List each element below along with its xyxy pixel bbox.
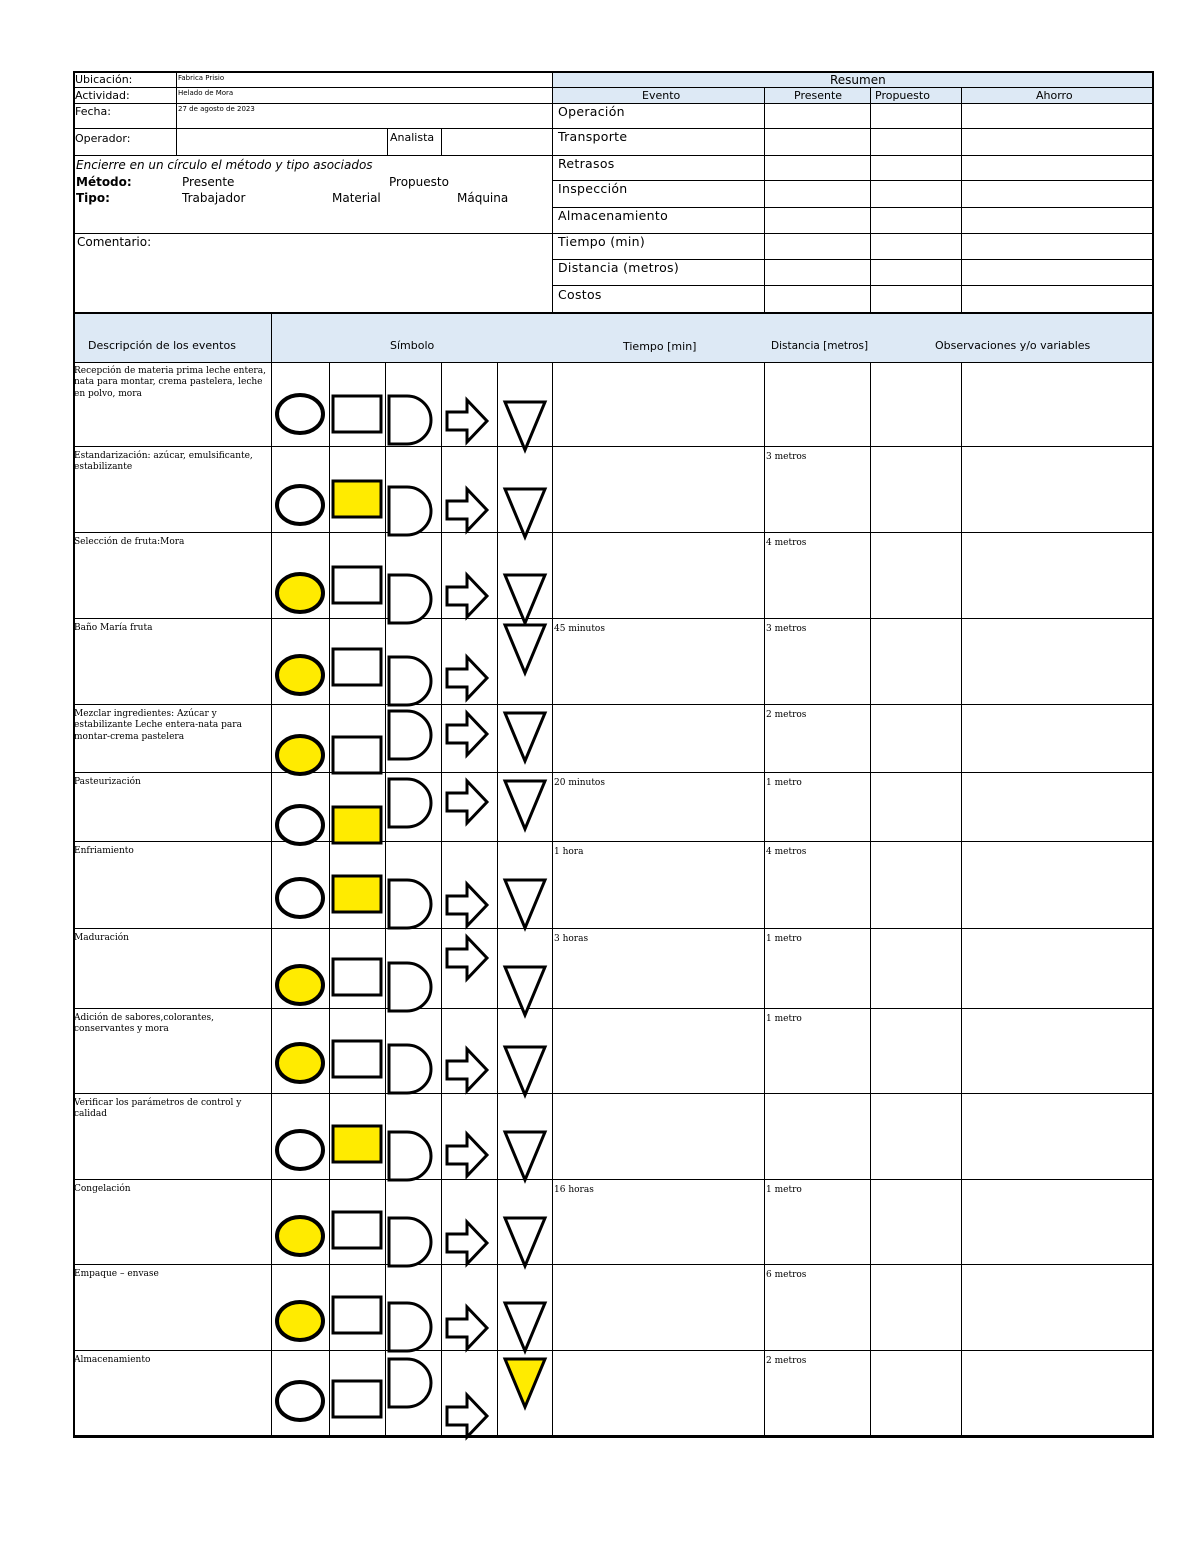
transport-arrow-icon bbox=[443, 1218, 499, 1268]
resumen-col-evento: Evento bbox=[642, 89, 681, 102]
row-description: Congelación bbox=[74, 1184, 131, 1194]
operation-circle-icon bbox=[273, 803, 327, 847]
operation-circle-icon bbox=[273, 392, 327, 436]
row-distancia: 2 metros bbox=[766, 1356, 807, 1366]
delay-d-icon bbox=[385, 775, 441, 831]
storage-triangle-icon bbox=[497, 571, 553, 627]
operation-circle-icon bbox=[273, 876, 327, 920]
metodo-propuesto: Propuesto bbox=[389, 175, 449, 189]
row-distancia: 1 metro bbox=[766, 778, 802, 788]
operation-circle-icon bbox=[273, 1299, 327, 1343]
table-bottom-border bbox=[73, 1436, 1154, 1438]
resumen-row-almacenamiento: Almacenamiento bbox=[558, 208, 669, 223]
inspection-square-icon bbox=[329, 563, 385, 607]
transport-arrow-icon bbox=[443, 1303, 499, 1353]
storage-triangle-icon bbox=[497, 621, 553, 677]
row-tiempo: 20 minutos bbox=[554, 778, 605, 788]
col-descripcion: Descripción de los eventos bbox=[88, 339, 236, 352]
actividad-label: Actividad: bbox=[75, 89, 130, 102]
actividad-value: Helado de Mora bbox=[178, 89, 234, 97]
instruccion-text: Encierre en un círculo el método y tipo asociados bbox=[76, 158, 373, 172]
inspection-square-icon bbox=[329, 1208, 385, 1252]
operation-circle-icon bbox=[273, 733, 327, 777]
inspection-square-icon bbox=[329, 733, 385, 777]
transport-arrow-icon bbox=[443, 777, 499, 827]
operation-circle-icon bbox=[273, 1041, 327, 1085]
delay-d-icon bbox=[385, 1041, 441, 1097]
table-header-fill bbox=[75, 314, 1152, 362]
transport-arrow-icon bbox=[443, 485, 499, 535]
transport-arrow-icon bbox=[443, 933, 499, 983]
row-distancia: 6 metros bbox=[766, 1270, 807, 1280]
operation-circle-icon bbox=[273, 963, 327, 1007]
ubicacion-value: Fabrica Prisio bbox=[178, 74, 225, 82]
tipo-trabajador: Trabajador bbox=[182, 191, 246, 205]
storage-triangle-icon bbox=[497, 1355, 553, 1411]
fecha-value: 27 de agosto de 2023 bbox=[178, 105, 255, 113]
resumen-row-costos: Costos bbox=[558, 287, 602, 302]
delay-d-icon bbox=[385, 1355, 441, 1411]
storage-triangle-icon bbox=[497, 1299, 553, 1355]
row-distancia: 4 metros bbox=[766, 847, 807, 857]
inspection-square-icon bbox=[329, 392, 385, 436]
metodo-presente: Presente bbox=[182, 175, 235, 189]
inspection-square-icon bbox=[329, 1122, 385, 1166]
row-description: Baño María fruta bbox=[74, 623, 153, 633]
delay-d-icon bbox=[385, 959, 441, 1015]
delay-d-icon bbox=[385, 571, 441, 627]
transport-arrow-icon bbox=[443, 1130, 499, 1180]
row-description: Almacenamiento bbox=[74, 1355, 151, 1365]
row-description: Pasteurización bbox=[74, 777, 141, 787]
row-description: Estandarización: azúcar, emulsificante, estabilizante bbox=[74, 451, 253, 473]
row-distancia: 1 metro bbox=[766, 1185, 802, 1195]
row-description: Mezclar ingredientes: Azúcar y estabilizante Leche entera-nata para montar-crema pastelera bbox=[74, 709, 242, 742]
resumen-col-ahorro: Ahorro bbox=[1036, 89, 1073, 102]
storage-triangle-icon bbox=[497, 777, 553, 833]
operation-circle-icon bbox=[273, 653, 327, 697]
col-observaciones: Observaciones y/o variables bbox=[935, 339, 1091, 352]
resumen-col-presente: Presente bbox=[794, 89, 843, 102]
col-simbolo: Símbolo bbox=[390, 339, 435, 352]
row-tiempo: 1 hora bbox=[554, 847, 584, 857]
row-distancia: 3 metros bbox=[766, 452, 807, 462]
row-tiempo: 45 minutos bbox=[554, 624, 605, 634]
row-description: Adición de sabores,colorantes, conservantes y mora bbox=[74, 1013, 214, 1035]
transport-arrow-icon bbox=[443, 709, 499, 759]
inspection-square-icon bbox=[329, 1377, 385, 1421]
row-distancia: 1 metro bbox=[766, 1014, 802, 1024]
delay-d-icon bbox=[385, 1128, 441, 1184]
inspection-square-icon bbox=[329, 955, 385, 999]
operation-circle-icon bbox=[273, 483, 327, 527]
operation-circle-icon bbox=[273, 571, 327, 615]
row-description: Empaque – envase bbox=[74, 1269, 159, 1279]
storage-triangle-icon bbox=[497, 709, 553, 765]
col-distancia: Distancia [metros] bbox=[771, 340, 869, 352]
storage-triangle-icon bbox=[497, 485, 553, 541]
row-tiempo: 16 horas bbox=[554, 1185, 594, 1195]
analista-label: Analista bbox=[390, 131, 435, 144]
resumen-title: Resumen bbox=[830, 73, 886, 87]
inspection-square-icon bbox=[329, 477, 385, 521]
operador-label: Operador: bbox=[75, 132, 131, 145]
transport-arrow-icon bbox=[443, 1045, 499, 1095]
resumen-row-transporte: Transporte bbox=[558, 129, 628, 144]
storage-triangle-icon bbox=[497, 1214, 553, 1270]
row-description: Verificar los parámetros de control y calidad bbox=[74, 1098, 242, 1120]
operation-circle-icon bbox=[273, 1379, 327, 1423]
delay-d-icon bbox=[385, 1299, 441, 1355]
resumen-row-inspeccion: Inspección bbox=[558, 181, 628, 196]
storage-triangle-icon bbox=[497, 876, 553, 932]
storage-triangle-icon bbox=[497, 963, 553, 1019]
comentario-label: Comentario: bbox=[77, 235, 152, 249]
resumen-row-tiempo: Tiempo (min) bbox=[558, 234, 646, 249]
storage-triangle-icon bbox=[497, 398, 553, 454]
inspection-square-icon bbox=[329, 872, 385, 916]
transport-arrow-icon bbox=[443, 1391, 499, 1441]
transport-arrow-icon bbox=[443, 396, 499, 446]
inspection-square-icon bbox=[329, 1293, 385, 1337]
operation-circle-icon bbox=[273, 1128, 327, 1172]
transport-arrow-icon bbox=[443, 880, 499, 930]
delay-d-icon bbox=[385, 707, 441, 763]
inspection-square-icon bbox=[329, 803, 385, 847]
resumen-row-retrasos: Retrasos bbox=[558, 156, 615, 171]
tipo-material: Material bbox=[332, 191, 381, 205]
row-distancia: 2 metros bbox=[766, 710, 807, 720]
fecha-label: Fecha: bbox=[75, 105, 111, 118]
row-description: Enfriamiento bbox=[74, 846, 134, 856]
operation-circle-icon bbox=[273, 1214, 327, 1258]
transport-arrow-icon bbox=[443, 653, 499, 703]
row-distancia: 4 metros bbox=[766, 538, 807, 548]
tipo-maquina: Máquina bbox=[457, 191, 509, 205]
delay-d-icon bbox=[385, 392, 441, 448]
row-distancia: 1 metro bbox=[766, 934, 802, 944]
col-tiempo: Tiempo [min] bbox=[623, 340, 697, 353]
metodo-label: Método: bbox=[76, 175, 132, 189]
inspection-square-icon bbox=[329, 645, 385, 689]
inspection-square-icon bbox=[329, 1037, 385, 1081]
resumen-col-propuesto: Propuesto bbox=[875, 89, 930, 102]
row-description: Selección de fruta:Mora bbox=[74, 537, 185, 547]
storage-triangle-icon bbox=[497, 1128, 553, 1184]
row-description: Recepción de materia prima leche entera, nata para montar, crema pastelera, leche en polvo, mora bbox=[74, 366, 266, 399]
storage-triangle-icon bbox=[497, 1043, 553, 1099]
tipo-label: Tipo: bbox=[76, 191, 110, 205]
ubicacion-label: Ubicación: bbox=[75, 73, 133, 86]
row-distancia: 3 metros bbox=[766, 624, 807, 634]
delay-d-icon bbox=[385, 653, 441, 709]
delay-d-icon bbox=[385, 876, 441, 932]
resumen-row-operacion: Operación bbox=[558, 104, 625, 119]
transport-arrow-icon bbox=[443, 571, 499, 621]
resumen-row-distancia: Distancia (metros) bbox=[558, 260, 680, 275]
delay-d-icon bbox=[385, 1214, 441, 1270]
row-description: Maduración bbox=[74, 933, 129, 943]
row-tiempo: 3 horas bbox=[554, 934, 589, 944]
delay-d-icon bbox=[385, 483, 441, 539]
